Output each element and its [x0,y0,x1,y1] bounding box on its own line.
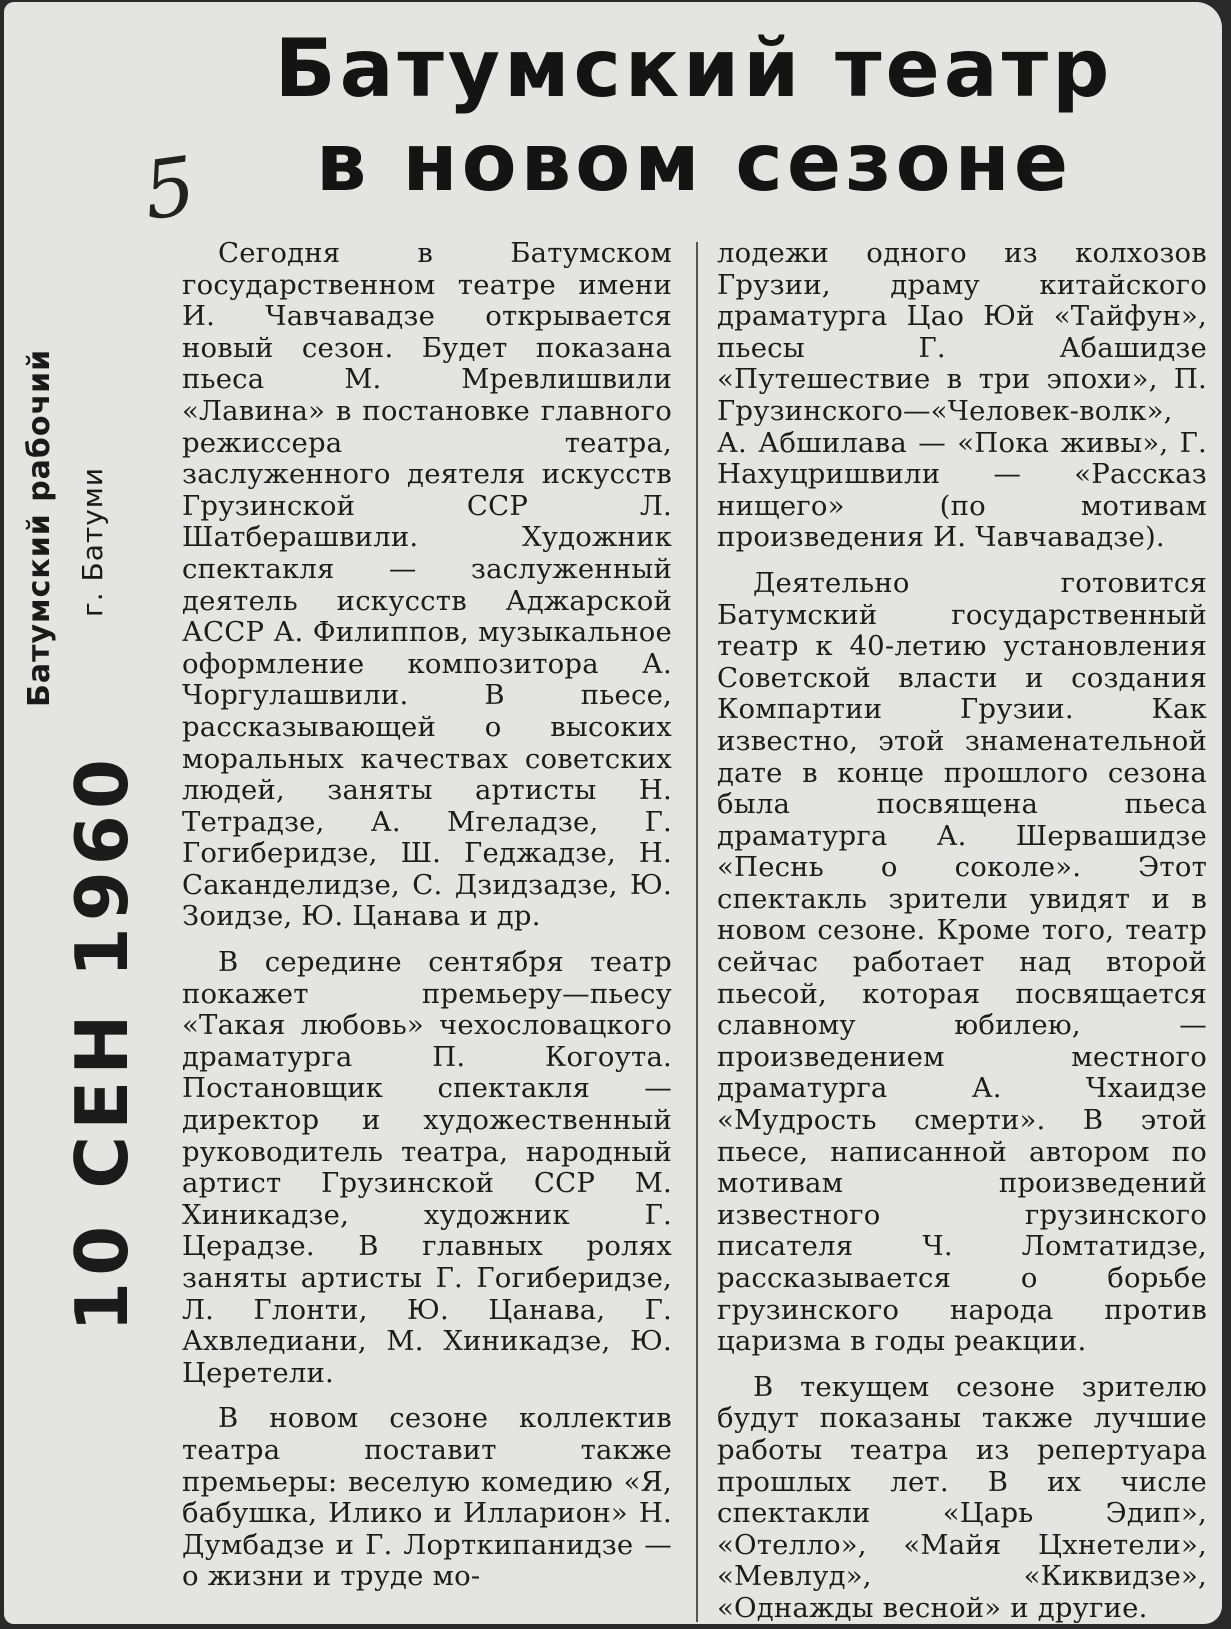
date-stamp: 10 СЕН 1960 [60,753,144,1332]
article-headline [184,22,1204,210]
paragraph: В новом сезоне коллектив театра поставит также премьеры: веселую комедию «Я, бабушка, Илико и Илларион» Н. Думбадзе и Г. Лорткипанидзе — о жизни и труде мо- [182,1402,672,1593]
paragraph: Деятельно готовится Батумский государственный театр к 40-летию установления Советской власти и создания Компартии Грузии. Как известно, этой знаменательной дате в конце прошлого сезона была посвящена пьеса драматурга А. Шервашидзе «Песнь о соколе». Этот спектакль зрители увидят и в новом сезоне. Кроме того, театр сейчас работает над второй пьесой, которая посвящается славному юбилею, — произведением местного драматурга А. Чхаидзе «Мудрость смерти». В этой пьесе, написанной автором по мотивам произведений известного грузинского писателя Ч. Ломтатидзе, рассказывается о борьбе грузинского народа против царизма в годы реакции. [717,566,1207,1358]
column-divider [696,242,698,1622]
headline-line-1: Батумский театр [274,22,1114,115]
article-column-right [717,238,1207,1624]
newspaper-clipping [4,2,1222,1624]
headline-line-2: в новом сезоне [315,116,1073,209]
city-label: г. Батуми [76,466,109,617]
paragraph: Сегодня в Батумском государственном театре имени И. Чавчавадзе открывается новый сезон. Будет показана пьеса М. Мревлишвили «Лавина» в постановке главного режиссера театра, заслуженного деятеля искусств Грузинской ССР Л. Шатберашвили. Художник спектакля — заслуженный деятель искусств Аджарской АССР А. Филиппов, музыкальное оформление композитора А. Чоргулашвили. В пьесе, рассказывающей о высоких моральных качествах советских людей, заняты артисты Н. Тетрадзе, А. Мгеладзе, Г. Гогиберидзе, Ш. Геджадзе, Н. Саканделидзе, С. Дзидзадзе, Ю. Зоидзе, Ю. Цанава и др. [182,237,672,933]
paragraph: В середине сентября театр покажет премьеру—пьесу «Такая любовь» чехословацкого драматурга П. Когоута. Постановщик спектакля — директор и художественный руководитель театра, народный артист Грузинской ССР М. Хиникадзе, художник Г. Церадзе. В главных ролях заняты артисты Г. Гогиберидзе, Л. Глонти, Ю. Цанава, Г. Ахвледиани, М. Хиникадзе, Ю. Церетели. [182,946,672,1389]
handwritten-number: 5 [137,138,202,239]
newspaper-name-label: Батумский рабочий [22,348,57,707]
article-column-left [182,238,672,1607]
paragraph: лодежи одного из колхозов Грузии, драму китайского драматурга Цао Юй «Тайфун», пьесы Г. Абашидзе «Путешествие в три эпохи», П. Грузинского—«Человек-волк», А. Абшилава — «Пока живы», Г. Нахуцришвили — «Рассказ нищего» (по мотивам произведения И. Чавчавадзе). [717,237,1207,554]
paragraph: В текущем сезоне зрителю будут показаны также лучшие работы театра из репертуара прошлых лет. В их числе спектакли «Царь Эдип», «Отелло», «Майя Цхнетели», «Мевлуд», «Киквидзе», «Однажды весной» и другие. [717,1370,1207,1624]
